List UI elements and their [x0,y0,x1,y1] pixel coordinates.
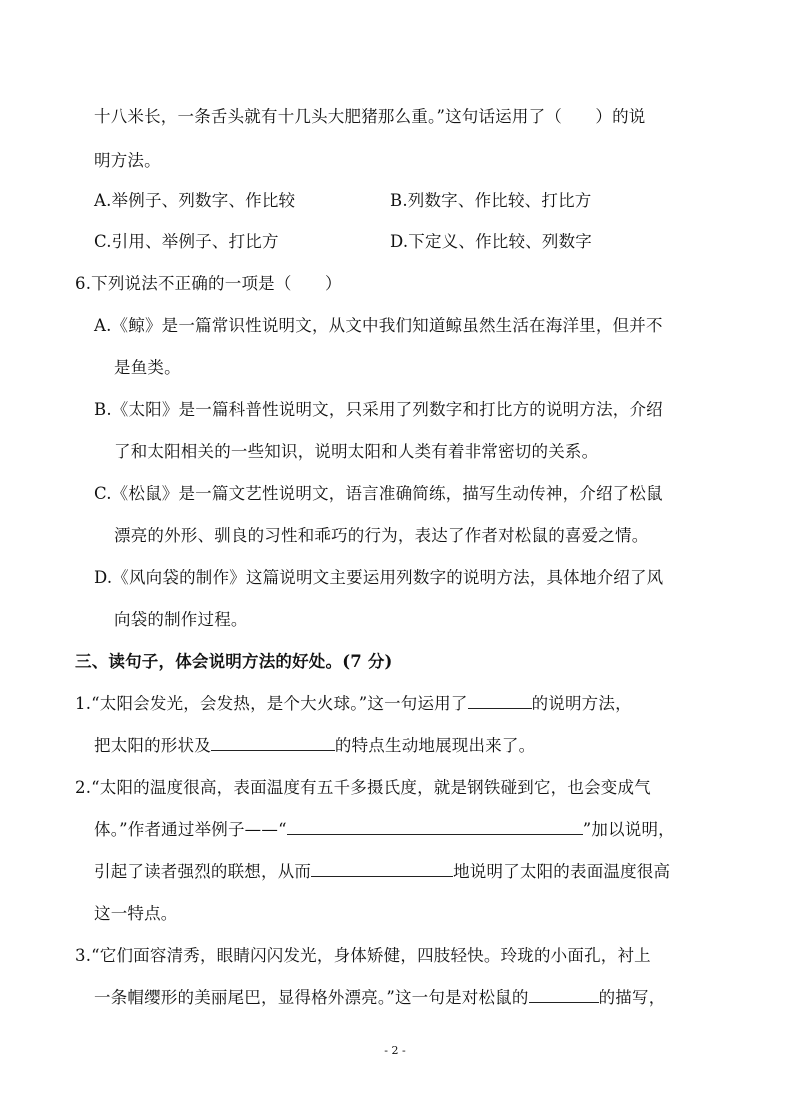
s1-blank-feature[interactable] [211,735,335,751]
s3-line-2 [94,987,665,1009]
page-number: - 2 - [384,1044,406,1057]
s2-line-1: 2.“太阳的温度很高，表面温度有五千多摄氏度，就是钢铁碰到它，也会变成气 [75,778,651,797]
s1-line-1 [75,693,632,715]
q5-option-a: A.举例子、列数字、作比较 [94,191,296,210]
s1-line-2-text-a: 把太阳的形状及 [94,736,211,755]
s1-line-1-text-a: 1.“太阳会发光，会发热，是个大火球。”这一句运用了 [75,694,468,713]
q6-option-c-line-2: 漂亮的外形、驯良的习性和乖巧的行为，表达了作者对松鼠的喜爱之情。 [114,526,649,545]
s2-line-3-text-a: 引起了读者强烈的联想，从而 [94,862,312,881]
s2-line-3 [94,861,670,883]
q6-option-b-line-2: 了和太阳相关的一些知识，说明太阳和人类有着非常密切的关系。 [114,442,599,461]
s2-blank-manner[interactable] [311,861,453,877]
q6-stem: 6.下列说法不正确的一项是（ ） [75,274,342,293]
s3-blank-aspect[interactable] [529,987,599,1003]
q6-option-c-line-1: C.《松鼠》是一篇文艺性说明文，语言准确简练，描写生动传神，介绍了松鼠 [94,484,663,503]
q5-line-1: 十八米长，一条舌头就有十几头大肥猪那么重。”这句话运用了（ ）的说 [94,107,646,126]
s1-line-1-text-b: 的说明方法， [531,694,632,713]
q6-option-d-line-1: D.《风向袋的制作》这篇说明文主要运用列数字的说明方法，具体地介绍了风 [94,568,664,587]
s2-line-2-text-b: ”加以说明， [582,820,675,839]
s2-line-2-text-a: 体。”作者通过举例子——“ [94,820,287,839]
s1-line-2 [94,735,535,757]
s3-line-2-text-a: 一条帽缨形的美丽尾巴，显得格外漂亮。”这一句是对松鼠的 [94,988,529,1007]
q6-option-b-line-1: B.《太阳》是一篇科普性说明文，只采用了列数字和打比方的说明方法，介绍 [94,400,663,419]
q5-option-c: C.引用、举例子、打比方 [94,232,279,251]
q5-option-d: D.下定义、作比较、列数字 [390,232,592,251]
q6-option-a-line-2: 是鱼类。 [114,358,181,377]
q5-line-2: 明方法。 [94,151,161,170]
q6-option-d-line-2: 向袋的制作过程。 [114,610,248,629]
s2-line-2 [94,819,675,841]
section-3-title: 三、读句子，体会说明方法的好处。(7 分) [75,652,393,671]
s3-line-1: 3.“它们面容清秀，眼睛闪闪发光，身体矫健，四肢轻快。玲珑的小面孔，衬上 [75,946,651,965]
s2-line-3-text-b: 地说明了太阳的表面温度很高 [453,862,671,881]
s2-blank-example[interactable] [287,819,583,835]
s3-line-2-text-b: 的描写， [598,988,666,1007]
s1-line-2-text-b: 的特点生动地展现出来了。 [334,736,536,755]
q5-option-b: B.列数字、作比较、打比方 [390,191,592,210]
s2-line-4: 这一特点。 [94,904,178,923]
s1-blank-method[interactable] [468,693,532,709]
q6-option-a-line-1: A.《鲸》是一篇常识性说明文，从文中我们知道鲸虽然生活在海洋里，但并不 [94,316,663,335]
